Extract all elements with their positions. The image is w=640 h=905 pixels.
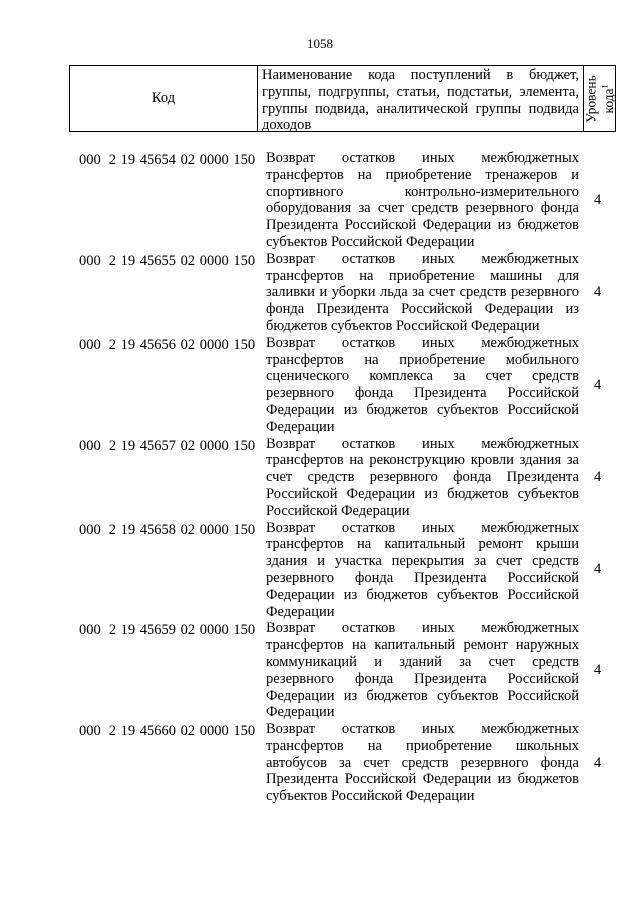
table-row <box>0 721 640 805</box>
row-admin-code: 000 <box>79 723 101 740</box>
row-code-cell <box>79 337 255 354</box>
table-row <box>0 520 640 621</box>
header-level-label-line1: Уровень <box>582 74 598 123</box>
row-name-cell: Возврат остатков иных межбюджетных трансфертов на приобретение машины для заливки и уборки льда за счет средств резервного фонда Президента Российской Федерации из бюджетов субъектов Российской Федерации <box>266 250 579 334</box>
row-level-cell: 4 <box>594 469 602 486</box>
header-level-footnote: 1 <box>599 83 609 88</box>
table-header <box>69 65 616 132</box>
row-code-cell <box>79 253 255 270</box>
row-name-cell: Возврат остатков иных межбюджетных трансфертов на приобретение тренажеров и спортивного контрольно-измерительного оборудования за счет средств резервного фонда Президента Российской Федерации из бюджетов субъектов Российской Федерации <box>266 150 579 250</box>
table-body <box>0 150 640 805</box>
header-code-column: Код <box>70 66 258 131</box>
row-code-cell <box>79 438 255 455</box>
row-code-cell <box>79 522 255 539</box>
table-row <box>0 335 640 436</box>
row-income-code: 2 19 45658 02 0000 150 <box>108 521 256 538</box>
row-level-cell: 4 <box>594 191 602 208</box>
table-row <box>0 251 640 335</box>
row-income-code: 2 19 45654 02 0000 150 <box>108 152 256 168</box>
row-income-code: 2 19 45660 02 0000 150 <box>108 723 256 740</box>
row-code-cell <box>79 152 255 169</box>
row-code-cell <box>79 622 255 639</box>
row-admin-code: 000 <box>79 437 101 454</box>
row-level-cell: 4 <box>594 662 602 679</box>
row-income-code: 2 19 45659 02 0000 150 <box>108 622 256 639</box>
row-admin-code: 000 <box>79 336 101 353</box>
row-name-cell: Возврат остатков иных межбюджетных трансфертов на капитальный ремонт наружных коммуникаций и зданий за счет средств резервного фонда Президента Российской Федерации из бюджетов субъектов Российской Федерации <box>266 620 579 721</box>
row-admin-code: 000 <box>79 252 101 269</box>
header-level-label-line2: кода <box>600 87 616 114</box>
row-name-cell: Возврат остатков иных межбюджетных трансфертов на приобретение школьных автобусов за счет средств резервного фонда Президента Российской Федерации из бюджетов субъектов Российской Федерации <box>266 721 579 805</box>
row-income-code: 2 19 45655 02 0000 150 <box>108 252 256 269</box>
row-admin-code: 000 <box>79 521 101 538</box>
row-income-code: 2 19 45656 02 0000 150 <box>108 336 256 353</box>
row-level-cell: 4 <box>594 754 602 771</box>
row-name-cell: Возврат остатков иных межбюджетных трансфертов на приобретение мобильного сценического комплекса за счет средств резервного фонда Президента Российской Федерации из бюджетов субъектов Российской Федерации <box>266 334 579 435</box>
row-admin-code: 000 <box>79 152 101 168</box>
table-row <box>0 620 640 721</box>
row-name-cell: Возврат остатков иных межбюджетных трансфертов на реконструкцию кровли здания за счет средств резервного фонда Президента Российской Федерации из бюджетов субъектов Российской Федерации <box>266 435 579 519</box>
row-level-cell: 4 <box>594 376 602 393</box>
header-level-column <box>584 66 615 131</box>
table-row <box>0 150 640 251</box>
row-code-cell <box>79 723 255 740</box>
row-level-cell: 4 <box>594 561 602 578</box>
row-name-cell: Возврат остатков иных межбюджетных трансфертов на капитальный ремонт крыши здания и участка перекрытия за счет средств резервного фонда Президента Российской Федерации из бюджетов субъектов Российской Федерации <box>266 519 579 620</box>
row-income-code: 2 19 45657 02 0000 150 <box>108 437 256 454</box>
table-row <box>0 436 640 520</box>
header-level-label <box>584 75 616 123</box>
header-name-column: Наименование кода поступлений в бюджет, группы, подгруппы, статьи, подстатьи, элемента, группы подвида, аналитической группы подвида доходов <box>258 66 584 131</box>
row-level-cell: 4 <box>594 284 602 301</box>
row-admin-code: 000 <box>79 622 101 639</box>
page-number: 1058 <box>307 36 333 51</box>
